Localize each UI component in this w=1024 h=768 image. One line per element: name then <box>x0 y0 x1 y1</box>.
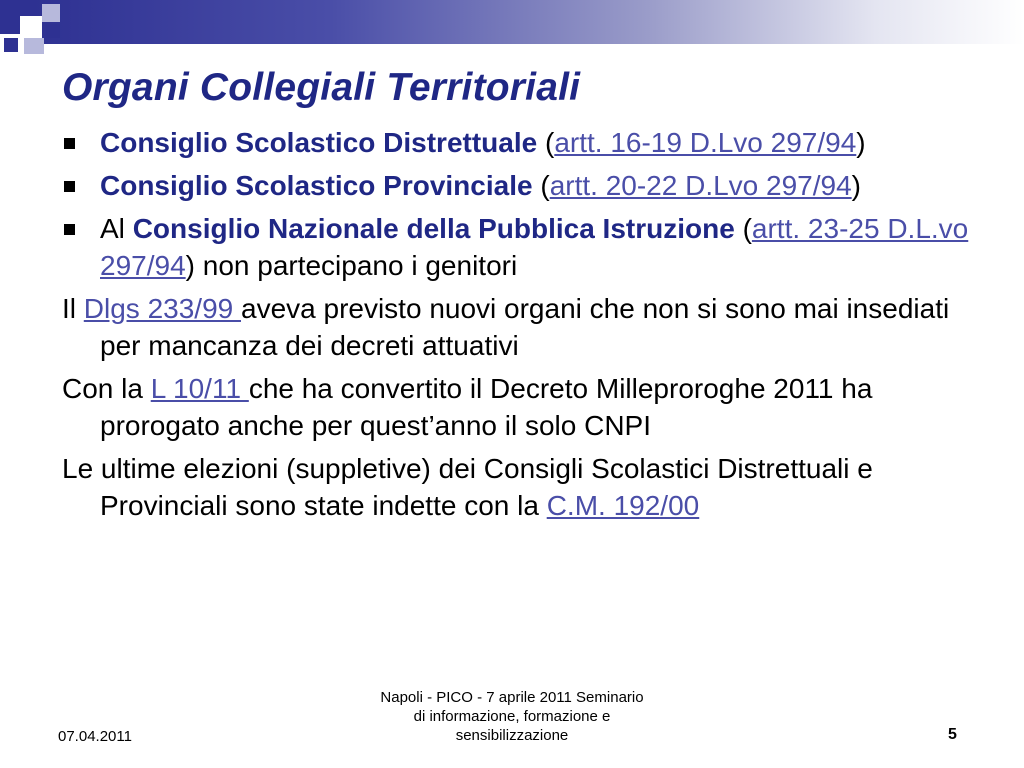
bullet-item <box>62 210 972 284</box>
decor-square <box>46 24 60 38</box>
slide-title: Organi Collegiali Territoriali <box>62 66 581 109</box>
decor-square <box>42 4 60 22</box>
footer-line: Napoli - PICO - 7 aprile 2011 Seminario <box>380 689 644 706</box>
paren-open: ( <box>734 213 752 244</box>
law-link[interactable]: Dlgs 233/99 <box>83 293 241 324</box>
bullet-label: Consiglio Scolastico Provinciale <box>100 170 533 201</box>
footer-date: 07.04.2011 <box>58 728 132 745</box>
law-link[interactable]: artt. 16-19 D.Lvo 297/94 <box>554 127 857 158</box>
paragraph-text: Le ultime elezioni (suppletive) dei Consigli Scolastici Distrettuali e Provinciali sono state indette con la <box>62 453 873 521</box>
footer-line: sensibilizzazione <box>455 727 569 744</box>
bullet-label: Consiglio Nazionale della Pubblica Istruzione <box>132 213 735 244</box>
bullet-item <box>62 124 972 161</box>
bullet-prefix: Al <box>100 213 133 244</box>
body-paragraph <box>62 370 972 444</box>
footer-event <box>352 688 672 745</box>
law-link[interactable]: artt. 23-25 D.L.vo 297/94 <box>100 213 969 281</box>
paragraph-text: Il <box>62 293 84 324</box>
page-number: 5 <box>948 726 957 743</box>
body-paragraph <box>62 290 972 364</box>
body-paragraph <box>62 450 972 524</box>
footer-line: di informazione, formazione e <box>413 708 611 725</box>
bullet-rest: ) <box>851 170 861 201</box>
paragraph-text: che ha convertito il Decreto Milleproroghe 2011 ha prorogato anche per quest’anno il solo CNPI <box>100 373 873 441</box>
slide-body <box>62 124 972 530</box>
decor-square <box>20 16 42 38</box>
bullet-square-icon <box>64 181 75 192</box>
bullet-rest: ) <box>856 127 866 158</box>
header-gradient-bar <box>34 0 1024 44</box>
law-link[interactable]: artt. 20-22 D.Lvo 297/94 <box>549 170 852 201</box>
bullet-square-icon <box>64 224 75 235</box>
law-link[interactable]: L 10/11 <box>150 373 249 404</box>
paren-open: ( <box>532 170 550 201</box>
bullet-square-icon <box>64 138 75 149</box>
bullet-rest: ) non partecipano i genitori <box>185 250 518 281</box>
decor-square <box>4 38 18 52</box>
decor-square <box>24 38 44 54</box>
paragraph-text: aveva previsto nuovi organi che non si sono mai insediati per mancanza dei decreti attuativi <box>100 293 950 361</box>
bullet-label: Consiglio Scolastico Distrettuale <box>100 127 538 158</box>
paragraph-text: Con la <box>62 373 151 404</box>
bullet-item <box>62 167 972 204</box>
paren-open: ( <box>537 127 555 158</box>
law-link[interactable]: C.M. 192/00 <box>546 490 700 521</box>
